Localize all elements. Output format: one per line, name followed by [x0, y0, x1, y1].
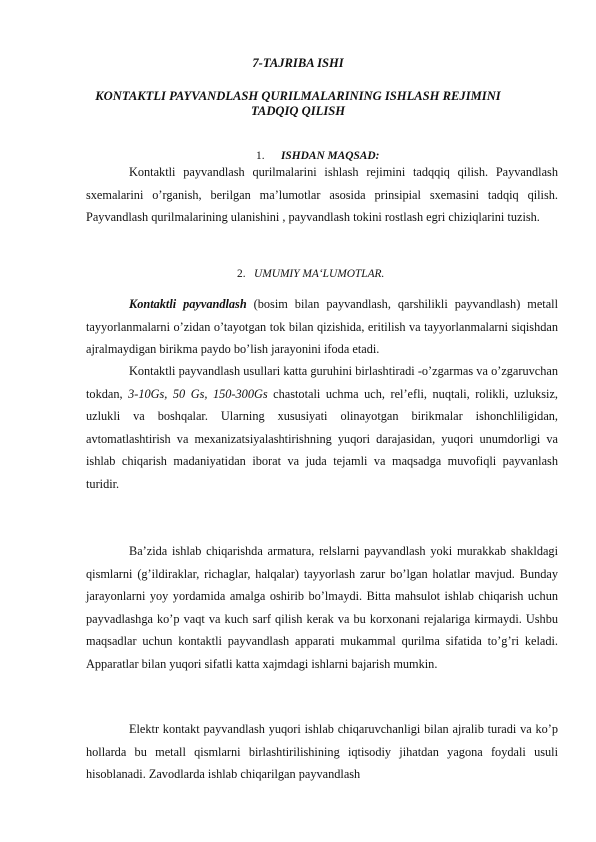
paragraph-applications-text: Ba’zida ishlab chiqarishda armatura, relslarni payvandlash yoki murakkab shakldagi qismlarni (g’ildiraklar, richaglar, halqalar) tayyorlash zarur bo’lgan holatlar mavjud. Bunday jarayonlarni yoy yordamida amalga oshirib bo’lmaydi. Bitta mahsulot ishlab chiqarish uchun payvadlashga ko’p vaqt va kuch sarf qilish kerak va bu korxonani rejalariga kirmaydi. Ushbu maqsadlar uchun kontaktli payvandlash apparati mukammal qurilma sifatida to’g’ri keladi. Apparatlar bilan yuqori sifatli katta xajmdagi ishlarni bajarish mumkin.	[86, 544, 558, 671]
section-1-number: 1.	[256, 150, 265, 162]
paragraph-productivity	[86, 718, 558, 786]
paragraph-purpose-text: Kontaktli payvandlash qurilmalarini ishlash rejimini tadqqiq qilish. Payvandlash sxemalarini o’rganish, berilgan ma’lumotlar asosida prinsipial sxemasini tadqiq qilish. Payvandlash qurilmalarining ulanishini , payvandlash tokini rostlash egri chiziqlarini tuzish.	[86, 165, 558, 224]
frequency-values: 3-10Gs, 50 Gs, 150-300Gs	[128, 386, 268, 401]
section-1-title: ISHDAN MAQSAD:	[281, 150, 380, 162]
paragraph-methods-text-before: Kontaktli payvandlash usullari katta guruhini birlashtiradi -o’zgarmas va o’zgaruvchan tokdan,	[86, 364, 558, 401]
term-contact-welding: Kontaktli payvandlash	[129, 297, 247, 311]
paragraph-purpose	[86, 161, 558, 229]
lab-work-title: 7-TAJRIBA ISHI	[252, 56, 344, 70]
section-2-number: 2.	[237, 268, 246, 280]
paragraph-definition	[86, 293, 558, 361]
section-2-heading	[237, 268, 384, 280]
paragraph-definition-text: (bosim bilan payvandlash, qarshilikli payvandlash) metall tayyorlanmalarni o’zidan o’tayotgan tok bilan qizishida, eritilish va tayyorlanmalarni siqishdan ajralmaydigan birikma paydo bo’lish jarayonini ifoda etadi.	[86, 297, 558, 356]
paragraph-applications	[86, 540, 558, 675]
paragraph-methods-text-after: chastotali uchma uch, rel’efli, nuqtali, rolikli, uzluksiz, uzlukli va boshqalar. Ularning xususiyati olinayotgan birikmalar ishonchliligidan, avtomatlashtirish va mexanizatsiyalashtirishning yuqori darajasidan, yuqori unumdorligi va ishlab chiqarish madaniyatidan iborat va juda tejamli va maqsadga muvofiqli payvanlash turidir.	[86, 386, 558, 491]
paragraph-methods	[86, 360, 558, 495]
paragraph-productivity-text: Elektr kontakt payvandlash yuqori ishlab chiqaruvchanligi bilan ajralib turadi va ko’p hollarda bu metall qismlarni birlashtirilishining iqtisodiy jihatdan yagona foydali usuli hisoblanadi. Zavodlarda ishlab chiqarilgan payvandlash	[86, 722, 558, 781]
section-2-title: UMUMIY MA‘LUMOTLAR.	[254, 268, 385, 280]
main-title: KONTAKTLI PAYVANDLASH QURILMALARINING ISHLASH REJIMINI TADQIQ QILISH	[95, 89, 501, 118]
